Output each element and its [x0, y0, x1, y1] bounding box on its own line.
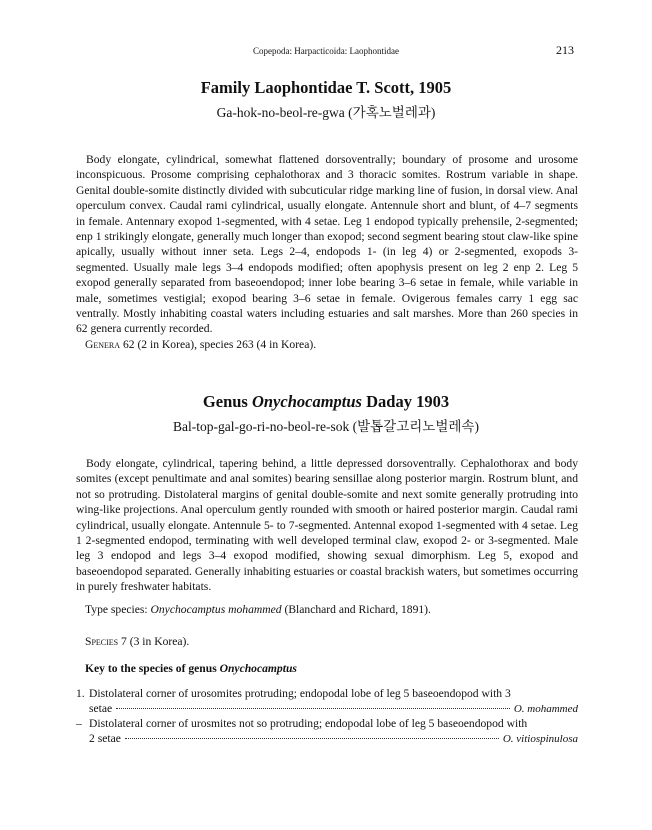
key-heading: [85, 662, 297, 675]
species-text: 7 (3 in Korea).: [118, 635, 190, 648]
dot-leader: [116, 708, 510, 709]
page-number: 213: [556, 43, 574, 57]
genus-korean-name: Bal-top-gal-go-ri-no-beol-re-sok (발톱갈고리노벌레속): [173, 419, 479, 434]
key-heading-prefix: Key to the species of genus: [85, 662, 220, 675]
key-entry-text: Distolateral corner of urosomites protruding; endopodal lobe of leg 5 baseoendopod with 3: [89, 687, 511, 700]
genus-description: Body elongate, cylindrical, tapering behind, a little depressed dorsoventrally. Cephalothorax and body somites (except penultimate and anal somites) bearing sensillae along posterior margin. Rostrum blunt, and not so protruding. Distolateral margins of genital double-somite and next somite generally protruding into wing-like projections. Anal operculum gently rounded with smooth or haired posterior margin. Caudal rami cylindrical, usually elongate. Antennule 5- to 7-segmented. Antennal exopod 1-segmented with 4 setae. Leg 1 2-segmented endopod, terminating with well developed terminal claw, exopod 2- or 3-segmented. Male leg 3 endopod and legs 3–4 exopod modified, showing sexual dimorphism. Leg 5, exopod and baseoendopod separated. Generally inhabiting estuaries or coastal brackish waters, but sometimes occurring in purely freshwater habitats.: [76, 457, 578, 594]
species-label: Species: [85, 635, 119, 648]
key-heading-genus: Onychocamptus: [219, 662, 297, 675]
key-entry-tail: setae: [89, 702, 113, 715]
type-species-label: Type species:: [85, 603, 151, 616]
genera-text: 62 (2 in Korea), species 263 (4 in Korea).: [120, 338, 317, 351]
key-entry: [76, 686, 578, 717]
key-entry-species: O. vitiospinulosa: [502, 733, 578, 745]
running-head: Copepoda: Harpacticoida: Laophontidae: [253, 46, 399, 56]
key-entry-leader: [89, 731, 578, 747]
family-title: Family Laophontidae T. Scott, 1905: [200, 78, 452, 97]
family-description: Body elongate, cylindrical, somewhat flattened dorsoventrally; boundary of prosome and urosome inconspicuous. Prosome comprising cephalothorax and 3 thoracic somites. Rostrum variable in shape. Genital double-somite distinctly divided with subcuticular ridge marking line of fusion, in dorsal view. Anal operculum convex. Caudal rami cylindrical, usually elongate. Antennule short and blunt, of 4–7 segments in female. Antennary exopod 1-segmented, with 4 setae. Leg 1 endopod typically prehensile, 2-segmented; enp 1 strikingly elongate, generally much longer than exopod; second segment bearing stout claw-like spine apically, usually without inner seta. Legs 2–4, endopods 1- (in leg 4) or 2-segmented, exopods 3-segmented. Usually male legs 3–4 endopods modified; often apophysis present on leg 2 enp 2. Leg 5 exopod generally separated from baseoendopod; inner lobe bearing 3–6 setae in female, while variable in male, sometimes vestigial; exopod bearing 3–6 setae in female. Ovigerous females carry 1 egg sac ventrally. Mostly inhabiting coastal waters including estuaries and salt marshes. More than 260 species in 62 genera currently recorded.: [76, 153, 578, 336]
genera-label: Genera: [85, 338, 121, 351]
genus-title: [0, 392, 652, 412]
key-entry-leader: [89, 701, 578, 717]
type-species: [85, 603, 431, 616]
key-entry: [76, 716, 578, 747]
key-entry-number: –: [76, 717, 82, 730]
key-entry-text: Distolateral corner of urosmites not so protruding; endopodal lobe of leg 5 baseoendopod with: [89, 717, 528, 730]
key-entry-tail: 2 setae: [89, 732, 121, 745]
dot-leader: [125, 738, 499, 739]
genus-title-prefix: Genus: [202, 392, 252, 411]
key-entry-number: 1.: [76, 687, 85, 700]
type-species-name: Onychocamptus mohammed: [150, 603, 282, 616]
genus-title-name: Onychocamptus: [251, 392, 362, 411]
genus-title-suffix: Daday 1903: [361, 392, 450, 411]
family-korean-name: Ga-hok-no-beol-re-gwa (가혹노벌레과): [216, 105, 436, 120]
key-entry-species: O. mohammed: [513, 703, 578, 715]
genera-count: [85, 338, 316, 351]
type-species-author: (Blanchard and Richard, 1891).: [281, 603, 431, 616]
species-count: [85, 635, 189, 648]
